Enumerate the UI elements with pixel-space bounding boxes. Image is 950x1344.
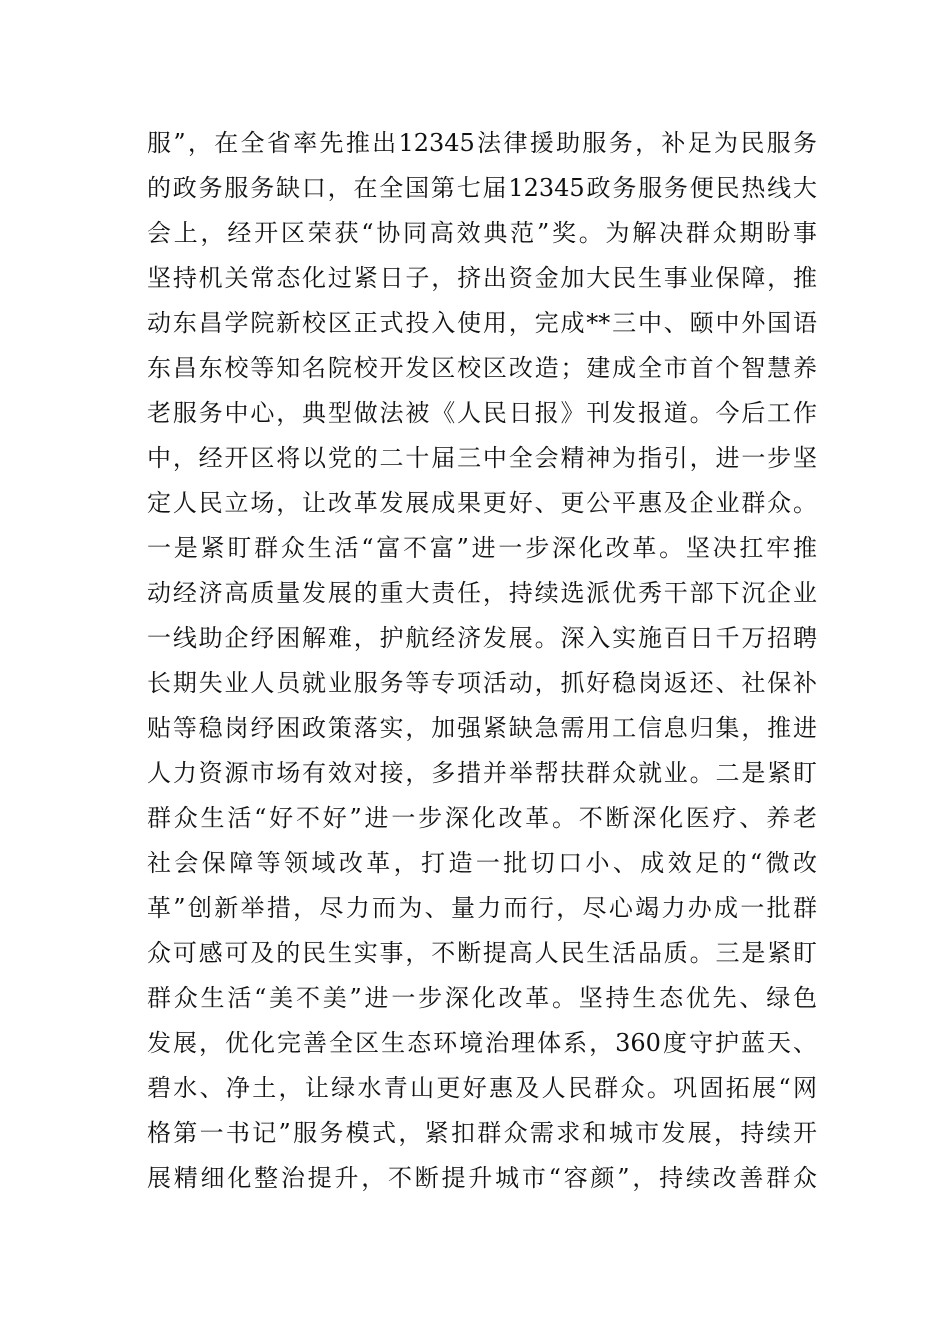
text-line: 动经济高质量发展的重大责任，持续选派优秀干部下沉企业 [147, 579, 817, 607]
text-line: 格第一书记”服务模式，紧扣群众需求和城市发展，持续开 [147, 1119, 817, 1147]
text-line: 的政务服务缺口，在全国第七届12345政务服务便民热线大 [147, 174, 817, 202]
text-line: 碧水、净土，让绿水青山更好惠及人民群众。巩固拓展“网 [147, 1074, 817, 1102]
body-text [147, 121, 817, 1201]
text-line: 众可感可及的民生实事，不断提高人民生活品质。三是紧盯 [147, 939, 817, 967]
text-line: 社会保障等领域改革，打造一批切口小、成效足的“微改 [147, 849, 817, 877]
text-line: 一是紧盯群众生活“富不富”进一步深化改革。坚决扛牢推 [147, 534, 817, 562]
text-line: 服”，在全省率先推出12345法律援助服务，补足为民服务 [147, 129, 817, 157]
text-line: 东昌东校等知名院校开发区校区改造；建成全市首个智慧养 [147, 354, 817, 382]
text-line: 中，经开区将以党的二十届三中全会精神为指引，进一步坚 [147, 444, 817, 472]
text-line: 人力资源市场有效对接，多措并举帮扶群众就业。二是紧盯 [147, 759, 817, 787]
text-line: 老服务中心，典型做法被《人民日报》刊发报道。今后工作 [147, 399, 817, 427]
text-line: 动东昌学院新校区正式投入使用，完成**三中、颐中外国语 [147, 309, 817, 337]
text-line: 群众生活“好不好”进一步深化改革。不断深化医疗、养老 [147, 804, 817, 832]
text-line: 展精细化整治提升，不断提升城市“容颜”，持续改善群众 [147, 1164, 817, 1192]
text-line: 革”创新举措，尽力而为、量力而行，尽心竭力办成一批群 [147, 894, 817, 922]
text-line: 定人民立场，让改革发展成果更好、更公平惠及企业群众。 [147, 489, 817, 517]
text-line: 坚持机关常态化过紧日子，挤出资金加大民生事业保障，推 [147, 264, 817, 292]
text-line: 长期失业人员就业服务等专项活动，抓好稳岗返还、社保补 [147, 669, 817, 697]
text-line: 贴等稳岗纾困政策落实，加强紧缺急需用工信息归集，推进 [147, 714, 817, 742]
text-line: 发展，优化完善全区生态环境治理体系，360度守护蓝天、 [147, 1029, 817, 1057]
text-line: 一线助企纾困解难，护航经济发展。深入实施百日千万招聘 [147, 624, 817, 652]
text-line: 群众生活“美不美”进一步深化改革。坚持生态优先、绿色 [147, 984, 817, 1012]
text-line: 会上，经开区荣获“协同高效典范”奖。为解决群众期盼事 [147, 219, 817, 247]
